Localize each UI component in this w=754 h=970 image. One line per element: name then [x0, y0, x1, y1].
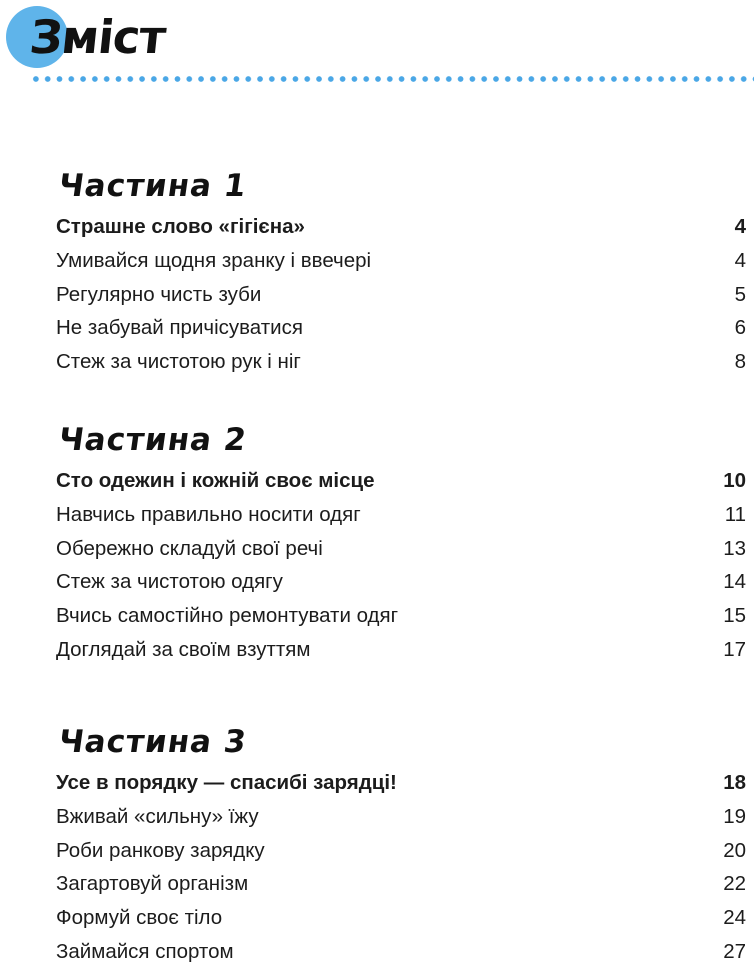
- toc-entry-page: 19: [723, 804, 746, 828]
- toc-entry[interactable]: [56, 834, 746, 868]
- toc-entry[interactable]: [56, 311, 746, 345]
- toc-entry[interactable]: [56, 565, 746, 599]
- toc-entry-page: 11: [724, 502, 746, 526]
- toc-entry[interactable]: [56, 800, 746, 834]
- toc-entry-label: Усе в порядку — спасибі зарядці!: [56, 771, 397, 794]
- toc-entry-page: 13: [723, 536, 746, 560]
- toc-entry[interactable]: [56, 901, 746, 935]
- toc-entry-label: Сто одежин і кожній своє місце: [56, 469, 375, 492]
- toc-entry-page: 10: [723, 469, 746, 492]
- part-title: Частина 3: [56, 724, 250, 760]
- toc-entry-label: Страшне слово «гігієна»: [56, 215, 305, 238]
- toc-entry-page: 14: [723, 570, 746, 594]
- toc-entry-page: 27: [723, 939, 746, 963]
- toc-entry-page: 5: [734, 282, 746, 306]
- toc-entry[interactable]: [56, 244, 746, 278]
- dotted-divider: [30, 75, 754, 83]
- toc-entry-page: 17: [723, 637, 746, 661]
- toc-entry-page: 4: [734, 215, 746, 238]
- page-title: Зміст: [27, 10, 168, 64]
- toc-entry-page: 22: [723, 872, 746, 896]
- toc-entry-label: Займайся спортом: [56, 939, 234, 963]
- toc-entry-label: Загартовуй організм: [56, 872, 249, 896]
- toc-entry-page: 18: [723, 771, 746, 794]
- toc-entry-page: 15: [723, 604, 746, 628]
- toc-entry-label: Вчись самостійно ремонтувати одяг: [56, 604, 399, 628]
- toc-entry-label: Доглядай за своїм взуттям: [56, 637, 311, 661]
- toc-entry[interactable]: [56, 210, 746, 244]
- toc-entry[interactable]: [56, 345, 746, 379]
- toc-entry[interactable]: [56, 498, 746, 532]
- toc-entry-label: Умивайся щодня зранку і ввечері: [56, 248, 372, 272]
- toc-entry-label: Не забувай причісуватися: [56, 316, 303, 340]
- toc-entry-label: Регулярно чисть зуби: [56, 282, 262, 306]
- toc-entry[interactable]: [56, 766, 746, 800]
- part-title: Частина 2: [56, 422, 250, 458]
- toc-entry[interactable]: [56, 532, 746, 566]
- toc-entry[interactable]: [56, 278, 746, 312]
- part-title: Частина 1: [56, 168, 250, 204]
- page-header: [0, 0, 754, 90]
- toc-entry[interactable]: [56, 867, 746, 901]
- toc-entry[interactable]: [56, 935, 746, 969]
- toc-entry[interactable]: [56, 599, 746, 633]
- toc-entry-label: Обережно складуй свої речі: [56, 536, 323, 560]
- toc-entry-page: 24: [723, 906, 746, 930]
- toc-entry-label: Вживай «сильну» їжу: [56, 804, 259, 828]
- toc-entry-page: 20: [723, 838, 746, 862]
- toc-part-1: [56, 166, 746, 379]
- toc-entry-label: Стеж за чистотою рук і ніг: [56, 350, 301, 374]
- toc-entry-label: Формуй своє тіло: [56, 906, 223, 930]
- toc-entry-page: 6: [734, 316, 746, 340]
- toc-entry-label: Стеж за чистотою одягу: [56, 570, 283, 594]
- toc-part-3: [56, 722, 746, 969]
- toc-entry-page: 4: [734, 248, 746, 272]
- toc-entry[interactable]: [56, 633, 746, 667]
- toc-entry-page: 8: [734, 350, 746, 374]
- toc-part-2: [56, 420, 746, 667]
- toc-entry-label: Роби ранкову зарядку: [56, 838, 265, 862]
- toc-entry-label: Навчись правильно носити одяг: [56, 502, 361, 526]
- toc-entry[interactable]: [56, 464, 746, 498]
